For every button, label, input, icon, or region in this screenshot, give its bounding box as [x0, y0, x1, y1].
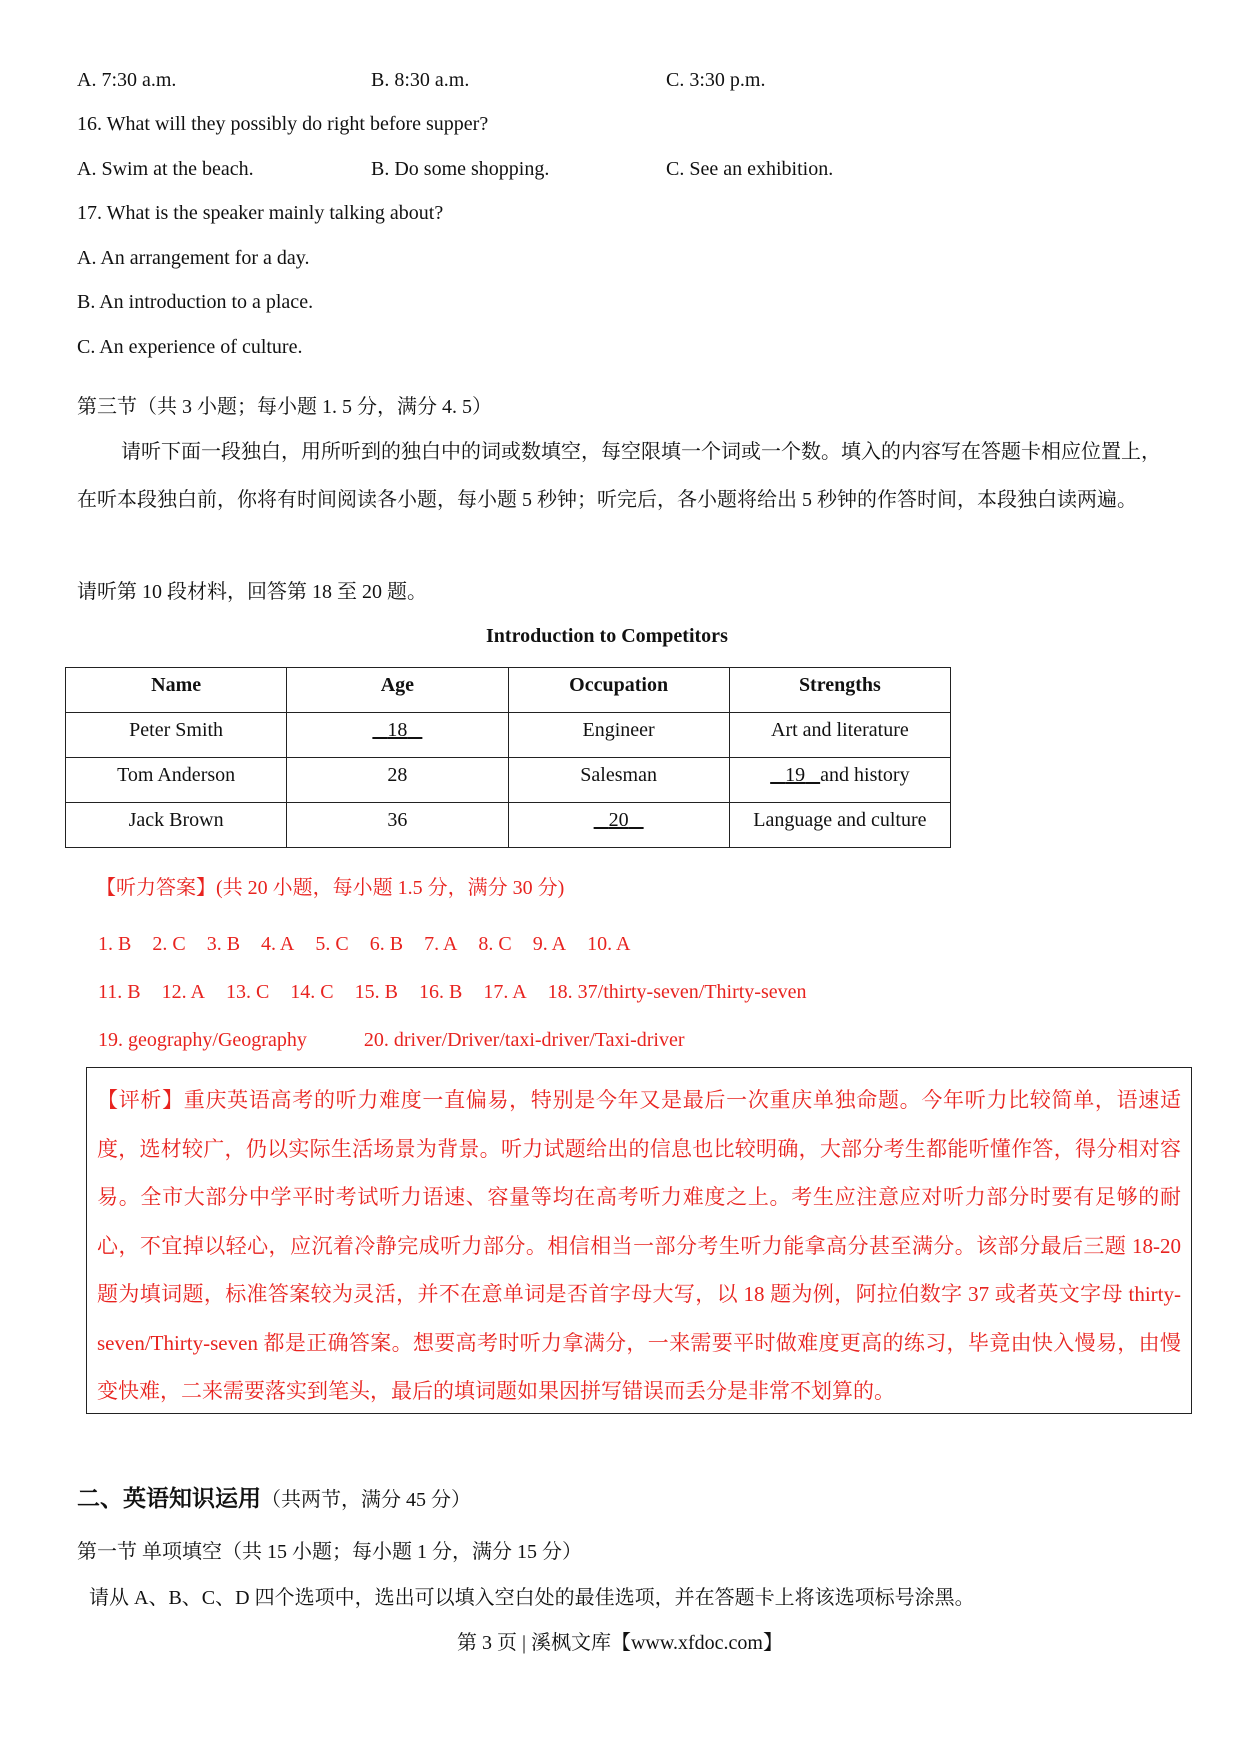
part2-instructions: 请从 A、B、C、D 四个选项中，选出可以填入空白处的最佳选项，并在答题卡上将该选项标号涂黑。 — [89, 1587, 975, 1609]
answer-item: 18. 37/thirty-seven/Thirty-seven — [547, 981, 807, 1003]
cell-occupation: Engineer — [508, 713, 729, 758]
part2-title-note: （共两节，满分 45 分） — [261, 1489, 471, 1511]
header-age: Age — [287, 668, 508, 713]
cell-strengths: Art and literature — [729, 713, 950, 758]
q16-option-c: C. See an exhibition. — [666, 158, 834, 180]
part2-title: 二、英语知识运用 — [77, 1486, 261, 1512]
cell-name: Tom Anderson — [66, 758, 287, 803]
q17-option-c: C. An experience of culture. — [77, 336, 303, 358]
cell-occupation: Salesman — [508, 758, 729, 803]
q16-stem: 16. What will they possibly do right before supper? — [77, 113, 489, 135]
answer-item: 1. B — [98, 933, 132, 955]
cell-age: 28 — [287, 758, 508, 803]
table-row — [66, 713, 951, 758]
answer-item: 8. C — [478, 933, 512, 955]
section3-prompt: 请听第 10 段材料，回答第 18 至 20 题。 — [77, 581, 427, 603]
analysis-text: 【评析】重庆英语高考的听力难度一直偏易，特别是今年又是最后一次重庆单独命题。今年听力比较简单，语速适度，选材较广，仍以实际生活场景为背景。听力试题给出的信息也比较明确，大部分考生都能听懂作答，得分相对容易。全市大部分中学平时考试听力语速、容量等均在高考听力难度之上。考生应注意应对听力部分时要有足够的耐心，不宜掉以轻心，应沉着冷静完成听力部分。相信相当一部分考生听力能拿高分甚至满分。该部分最后三题 18-20 题为填词题，标准答案较为灵活，并不在意单词是否首字母大写，以 18 题为例，阿拉伯数字 37 或者英文字母 thirty-seven/Thirty-seven 都是正确答案。想要高考时听力拿满分，一来需要平时做难度更高的练习，毕竟由快入慢易，由慢变快难，二来需要落实到笔头，最后的填词题如果因拼写错误而丢分是非常不划算的。 — [97, 1088, 1181, 1403]
q15-option-c: C. 3:30 p.m. — [666, 69, 766, 91]
cell-age — [287, 713, 508, 758]
header-name: Name — [66, 668, 287, 713]
table-row — [66, 758, 951, 803]
answer-item: 2. C — [152, 933, 186, 955]
cell-occupation — [508, 803, 729, 848]
q16-option-a: A. Swim at the beach. — [77, 158, 254, 180]
header-occupation: Occupation — [508, 668, 729, 713]
answer-item: 7. A — [424, 933, 458, 955]
answer-item: 19. geography/Geography — [98, 1029, 307, 1051]
cell-strengths: Language and culture — [729, 803, 950, 848]
cell-strengths — [729, 758, 950, 803]
page-footer: 第 3 页 | 溪枫文库【www.xfdoc.com】 — [456, 1632, 783, 1654]
table-row — [66, 803, 951, 848]
answers-line-2 — [98, 980, 823, 1004]
answer-item: 4. A — [261, 933, 295, 955]
strengths-rest: and history — [820, 764, 910, 786]
q17-option-b: B. An introduction to a place. — [77, 291, 314, 313]
section3-instructions: 请听下面一段独白，用所听到的独白中的词或数填空，每空限填一个词或一个数。填入的内容写在答题卡相应位置上，在听本段独白前，你将有时间阅读各小题，每小题 5 秒钟；听完后，各小题将给出 5 秒钟的作答时间，本段独白读两遍。 — [77, 441, 1161, 511]
answer-item: 13. C — [225, 981, 270, 1003]
part2-heading — [77, 1480, 471, 1513]
fill-blank-20: 20 — [608, 809, 629, 831]
answers-line-3 — [98, 1028, 701, 1052]
cell-name: Peter Smith — [66, 713, 287, 758]
fill-blank-19: 19 — [785, 764, 806, 786]
answer-item: 12. A — [161, 981, 205, 1003]
answer-item: 17. A — [483, 981, 527, 1003]
answer-item: 16. B — [418, 981, 463, 1003]
q15-option-b: B. 8:30 a.m. — [371, 69, 470, 91]
header-strengths: Strengths — [729, 668, 950, 713]
answers-title: 【听力答案】(共 20 小题，每小题 1.5 分，满分 30 分) — [96, 877, 565, 899]
part2-section1-heading: 第一节 单项填空（共 15 小题；每小题 1 分，满分 15 分） — [77, 1541, 582, 1563]
answer-item: 5. C — [315, 933, 349, 955]
answer-item: 11. B — [98, 981, 141, 1003]
answer-item: 15. B — [354, 981, 398, 1003]
cell-age: 36 — [287, 803, 508, 848]
answers-line-1 — [98, 932, 646, 956]
table-header-row — [66, 668, 951, 713]
answer-item: 6. B — [369, 933, 404, 955]
cell-name: Jack Brown — [66, 803, 287, 848]
answer-item: 20. driver/Driver/taxi-driver/Taxi-driver — [363, 1029, 685, 1051]
q16-option-b: B. Do some shopping. — [371, 158, 550, 180]
competitors-table — [65, 667, 951, 848]
fill-blank-18: 18 — [387, 719, 408, 741]
answer-item: 14. C — [290, 981, 334, 1003]
analysis-box — [86, 1067, 1192, 1414]
q17-stem: 17. What is the speaker mainly talking about? — [77, 202, 444, 224]
section3-heading: 第三节（共 3 小题；每小题 1. 5 分，满分 4. 5） — [77, 396, 492, 418]
q15-option-a: A. 7:30 a.m. — [77, 69, 177, 91]
table-caption: Introduction to Competitors — [486, 625, 728, 647]
answer-item: 3. B — [206, 933, 241, 955]
answer-item: 10. A — [587, 933, 631, 955]
q17-option-a: A. An arrangement for a day. — [77, 247, 310, 269]
answer-item: 9. A — [532, 933, 567, 955]
